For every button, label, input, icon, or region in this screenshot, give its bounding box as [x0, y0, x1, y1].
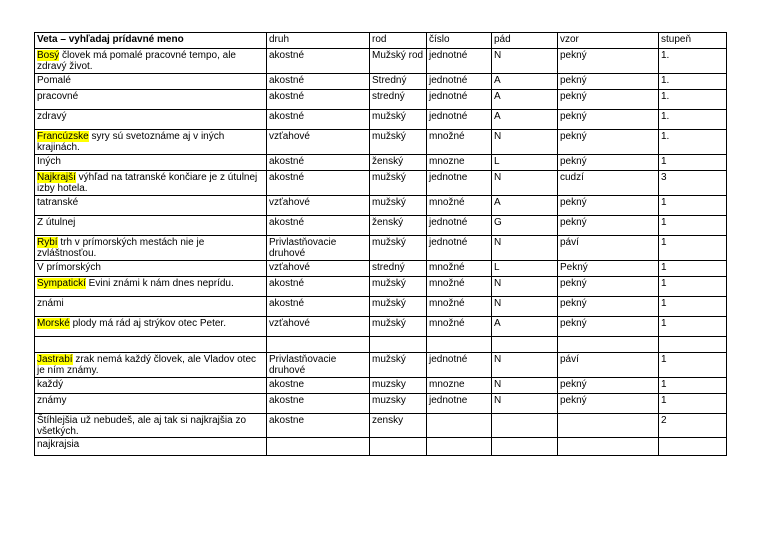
- pad-cell: A: [492, 196, 558, 216]
- sentence-text: Iných: [37, 156, 61, 167]
- cislo-cell: mnozne: [427, 378, 492, 394]
- cislo-cell: jednotne: [427, 394, 492, 414]
- sentence-text: známy: [37, 395, 67, 406]
- pad-cell: A: [492, 110, 558, 130]
- pad-cell: [492, 438, 558, 456]
- sentence-text: trh v prímorských mestách nie je zvláštnosťou.: [37, 237, 205, 259]
- cislo-cell: množné: [427, 130, 492, 155]
- vzor-cell: pekný: [558, 394, 659, 414]
- sentence-text: pracovné: [37, 91, 79, 102]
- cislo-cell: [427, 438, 492, 456]
- sentence-cell: [35, 130, 267, 155]
- pad-cell: N: [492, 171, 558, 196]
- druh-cell: Privlastňovacie druhové: [267, 236, 370, 261]
- table-row: [35, 277, 727, 297]
- highlighted-adjective: Bosý: [37, 50, 60, 61]
- sentence-cell: [35, 438, 267, 456]
- table-row: [35, 317, 727, 337]
- druh-cell: akostne: [267, 414, 370, 438]
- stupen-cell: 1: [659, 317, 727, 337]
- sentence-cell: [35, 155, 267, 171]
- table-row: [35, 171, 727, 196]
- stupen-cell: [659, 337, 727, 353]
- druh-cell: akostné: [267, 171, 370, 196]
- sentence-text: Evini známi k nám dnes neprídu.: [85, 278, 234, 289]
- druh-cell: akostné: [267, 297, 370, 317]
- rod-cell: ženský: [370, 155, 427, 171]
- vzor-cell: pekný: [558, 49, 659, 74]
- vzor-cell: pekný: [558, 277, 659, 297]
- druh-cell: vzťahové: [267, 130, 370, 155]
- sentence-text: výhľad na tatranské končiare je z útulnej izby hotela.: [37, 172, 258, 194]
- table-row: [35, 90, 727, 110]
- sentence-cell: [35, 337, 267, 353]
- druh-cell: akostné: [267, 216, 370, 236]
- vzor-cell: [558, 438, 659, 456]
- cislo-cell: mnozne: [427, 155, 492, 171]
- header-cell: rod: [370, 33, 427, 49]
- table-row: [35, 110, 727, 130]
- druh-cell: [267, 337, 370, 353]
- druh-cell: [267, 438, 370, 456]
- rod-cell: muzsky: [370, 378, 427, 394]
- vzor-cell: pekný: [558, 74, 659, 90]
- pad-cell: N: [492, 378, 558, 394]
- sentence-cell: [35, 394, 267, 414]
- cislo-cell: jednotné: [427, 74, 492, 90]
- druh-cell: akostne: [267, 378, 370, 394]
- stupen-cell: 1: [659, 196, 727, 216]
- sentence-text: známi: [37, 298, 64, 309]
- cislo-cell: jednotné: [427, 216, 492, 236]
- cislo-cell: jednotné: [427, 236, 492, 261]
- table-row: [35, 74, 727, 90]
- stupen-cell: 1.: [659, 49, 727, 74]
- vzor-cell: cudzí: [558, 171, 659, 196]
- sentence-cell: [35, 353, 267, 378]
- pad-cell: L: [492, 261, 558, 277]
- table-row: [35, 297, 727, 317]
- header-cell: Veta – vyhľadaj prídavné meno: [35, 33, 267, 49]
- druh-cell: vzťahové: [267, 261, 370, 277]
- pad-cell: L: [492, 155, 558, 171]
- vzor-cell: pekný: [558, 90, 659, 110]
- vzor-cell: páví: [558, 353, 659, 378]
- pad-cell: N: [492, 297, 558, 317]
- table-row: [35, 414, 727, 438]
- sentence-cell: [35, 317, 267, 337]
- sentence-cell: [35, 277, 267, 297]
- cislo-cell: jednotné: [427, 90, 492, 110]
- cislo-cell: jednotné: [427, 353, 492, 378]
- pad-cell: N: [492, 353, 558, 378]
- rod-cell: Mužský rod: [370, 49, 427, 74]
- pad-cell: N: [492, 394, 558, 414]
- druh-cell: akostné: [267, 155, 370, 171]
- sentence-text: človek má pomalé pracovné tempo, ale zdravý život.: [37, 50, 236, 72]
- header-cell: číslo: [427, 33, 492, 49]
- sentence-text: každý: [37, 379, 64, 390]
- table-row: [35, 394, 727, 414]
- stupen-cell: 3: [659, 171, 727, 196]
- sentence-text: Z útulnej: [37, 217, 76, 228]
- rod-cell: mužský: [370, 317, 427, 337]
- stupen-cell: 1: [659, 236, 727, 261]
- stupen-cell: 1: [659, 216, 727, 236]
- vzor-cell: pekný: [558, 216, 659, 236]
- cislo-cell: [427, 414, 492, 438]
- pad-cell: N: [492, 49, 558, 74]
- cislo-cell: [427, 337, 492, 353]
- sentence-text: zdravý: [37, 111, 67, 122]
- vzor-cell: Pekný: [558, 261, 659, 277]
- stupen-cell: 1.: [659, 90, 727, 110]
- stupen-cell: 1: [659, 378, 727, 394]
- table-row: [35, 353, 727, 378]
- vzor-cell: pekný: [558, 378, 659, 394]
- druh-cell: Privlastňovacie druhové: [267, 353, 370, 378]
- cislo-cell: množné: [427, 317, 492, 337]
- rod-cell: mužský: [370, 236, 427, 261]
- highlighted-adjective: Francúzske: [37, 131, 89, 142]
- rod-cell: mužský: [370, 110, 427, 130]
- druh-cell: akostné: [267, 90, 370, 110]
- sentence-cell: [35, 236, 267, 261]
- rod-cell: zensky: [370, 414, 427, 438]
- cislo-cell: množné: [427, 297, 492, 317]
- table-row: [35, 49, 727, 74]
- highlighted-adjective: Najkrajší: [37, 172, 76, 183]
- rod-cell: ženský: [370, 216, 427, 236]
- cislo-cell: jednotné: [427, 49, 492, 74]
- sentence-cell: [35, 261, 267, 277]
- header-row: [35, 33, 727, 49]
- pad-cell: N: [492, 236, 558, 261]
- table-row: [35, 236, 727, 261]
- druh-cell: akostne: [267, 394, 370, 414]
- sentence-text: plody má rád aj strýkov otec Peter.: [69, 318, 226, 329]
- pad-cell: G: [492, 216, 558, 236]
- sentence-cell: [35, 297, 267, 317]
- header-cell: druh: [267, 33, 370, 49]
- vzor-cell: páví: [558, 236, 659, 261]
- rod-cell: Stredný: [370, 74, 427, 90]
- pad-cell: [492, 414, 558, 438]
- sentence-cell: [35, 110, 267, 130]
- rod-cell: mužský: [370, 353, 427, 378]
- pad-cell: N: [492, 277, 558, 297]
- vzor-cell: pekný: [558, 297, 659, 317]
- highlighted-adjective: Morské: [37, 318, 70, 329]
- cislo-cell: množné: [427, 196, 492, 216]
- pad-cell: [492, 337, 558, 353]
- stupen-cell: 1.: [659, 110, 727, 130]
- sentence-text: zrak nemá každý človek, ale Vladov otec je ním známy.: [37, 354, 257, 376]
- cislo-cell: množné: [427, 261, 492, 277]
- vzor-cell: [558, 337, 659, 353]
- header-cell: pád: [492, 33, 558, 49]
- cislo-cell: jednotné: [427, 110, 492, 130]
- table-row: [35, 378, 727, 394]
- rod-cell: stredný: [370, 90, 427, 110]
- table-row: [35, 438, 727, 456]
- sentence-cell: [35, 171, 267, 196]
- druh-cell: akostné: [267, 49, 370, 74]
- sentence-cell: [35, 414, 267, 438]
- vzor-cell: [558, 414, 659, 438]
- stupen-cell: 1: [659, 353, 727, 378]
- rod-cell: stredný: [370, 261, 427, 277]
- sentence-text: Štíhlejšia už nebudeš, ale aj tak si najkrajšia zo všetkých.: [37, 415, 247, 437]
- cislo-cell: množné: [427, 277, 492, 297]
- header-cell: stupeň: [659, 33, 727, 49]
- sentence-cell: [35, 216, 267, 236]
- vzor-cell: pekný: [558, 155, 659, 171]
- vzor-cell: pekný: [558, 110, 659, 130]
- highlighted-adjective: Sympatickí: [37, 278, 86, 289]
- druh-cell: akostné: [267, 277, 370, 297]
- druh-cell: akostné: [267, 74, 370, 90]
- stupen-cell: 1: [659, 394, 727, 414]
- adjective-table: [34, 32, 727, 456]
- sentence-text: V prímorských: [37, 262, 101, 273]
- sentence-cell: [35, 196, 267, 216]
- rod-cell: mužský: [370, 196, 427, 216]
- stupen-cell: 1: [659, 277, 727, 297]
- stupen-cell: 1: [659, 261, 727, 277]
- table-row: [35, 261, 727, 277]
- pad-cell: A: [492, 317, 558, 337]
- sentence-text: Pomalé: [37, 75, 71, 86]
- sentence-cell: [35, 378, 267, 394]
- vzor-cell: pekný: [558, 317, 659, 337]
- sentence-text: najkrajsia: [37, 439, 80, 450]
- rod-cell: mužský: [370, 130, 427, 155]
- table-row: [35, 216, 727, 236]
- pad-cell: A: [492, 90, 558, 110]
- rod-cell: mužský: [370, 171, 427, 196]
- table-row: [35, 130, 727, 155]
- table-row: [35, 155, 727, 171]
- rod-cell: [370, 438, 427, 456]
- pad-cell: N: [492, 130, 558, 155]
- stupen-cell: 1.: [659, 74, 727, 90]
- druh-cell: vzťahové: [267, 317, 370, 337]
- druh-cell: vzťahové: [267, 196, 370, 216]
- rod-cell: muzsky: [370, 394, 427, 414]
- highlighted-adjective: Rybí: [37, 237, 58, 248]
- vzor-cell: pekný: [558, 130, 659, 155]
- pad-cell: A: [492, 74, 558, 90]
- sentence-cell: [35, 74, 267, 90]
- stupen-cell: 2: [659, 414, 727, 438]
- table-row: [35, 196, 727, 216]
- stupen-cell: 1: [659, 297, 727, 317]
- stupen-cell: 1.: [659, 130, 727, 155]
- sentence-cell: [35, 90, 267, 110]
- highlighted-adjective: Jastrabí: [37, 354, 73, 365]
- vzor-cell: pekný: [558, 196, 659, 216]
- stupen-cell: [659, 438, 727, 456]
- rod-cell: [370, 337, 427, 353]
- cislo-cell: jednotne: [427, 171, 492, 196]
- sentence-text: tatranské: [37, 197, 79, 208]
- rod-cell: mužský: [370, 297, 427, 317]
- druh-cell: akostné: [267, 110, 370, 130]
- header-cell: vzor: [558, 33, 659, 49]
- rod-cell: mužský: [370, 277, 427, 297]
- stupen-cell: 1: [659, 155, 727, 171]
- sentence-cell: [35, 49, 267, 74]
- table-row: [35, 337, 727, 353]
- sentence-text: syry sú svetoznáme aj v iných krajinách.: [37, 131, 225, 153]
